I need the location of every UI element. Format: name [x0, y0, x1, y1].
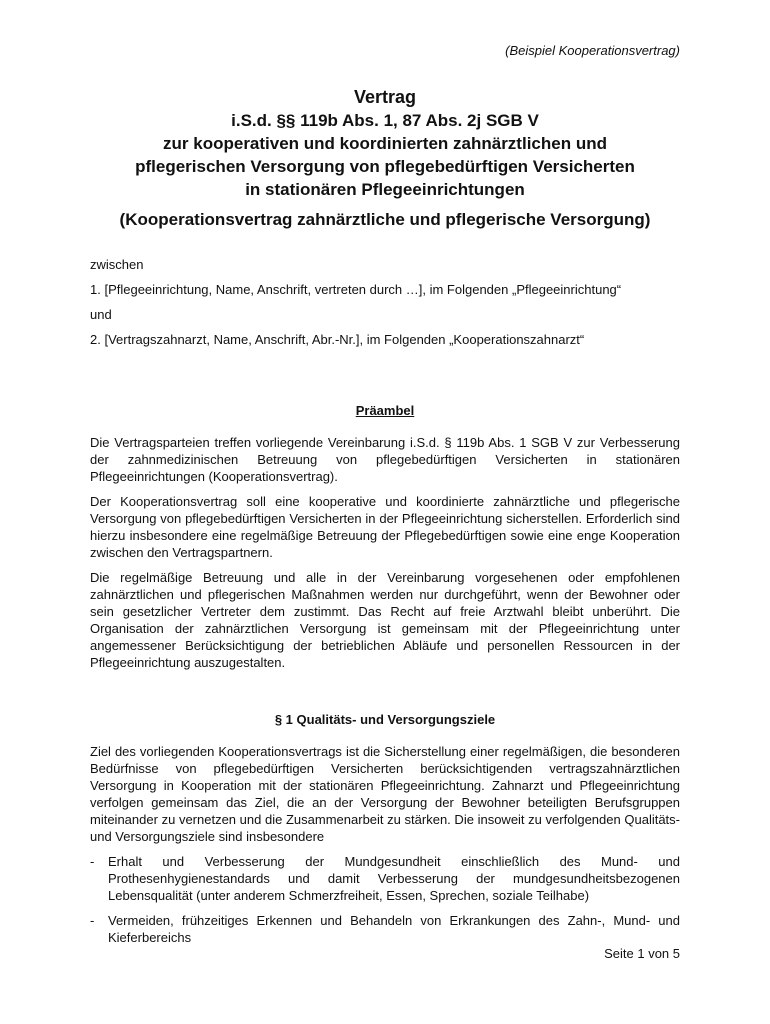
- title-subtitle: (Kooperationsvertrag zahnärztliche und pflegerische Versorgung): [119, 210, 651, 229]
- section-1-heading: § 1 Qualitäts- und Versorgungsziele: [274, 712, 496, 727]
- header-note: (Beispiel Kooperationsvertrag): [505, 43, 680, 58]
- preamble-heading: Präambel: [355, 403, 415, 418]
- section-1: [90, 711, 680, 954]
- preamble-paragraph: Der Kooperationsvertrag soll eine kooperative und koordinierte zahnärztliche und pflegerische Versorgung von pflegebedürftigen Versicherten in der Pflegeeinrichtung sicherstellen. Erforderlich sind hierzu insbesondere eine regelmäßige Betreuung der Pflegebedürftigen sowie eine enge Kooperation zwischen den Vertragspartnern.: [90, 494, 680, 560]
- and-label: und: [90, 307, 112, 322]
- section-1-intro: Ziel des vorliegenden Kooperationsvertrags ist die Sicherstellung einer regelmäßigen, die besonderen Bedürfnisse von pflegebedürftigen Versicherten berücksichtigenden vertragszahnärztlichen Versorgung in Kooperation mit der stationären Pflegeeinrichtung. Zahnarzt und Pflegeeinrichtung verfolgen gemeinsam das Ziel, die an der Versorgung der Bewohner beteiligten Berufsgruppen miteinander zu vernetzen und die Zusammenarbeit zu stärken. Die insoweit zu verfolgenden Qualitäts- und Versorgungsziele sind insbesondere: [90, 744, 680, 844]
- title-line-3: zur kooperativen und koordinierten zahnärztlichen und: [163, 134, 607, 153]
- goals-list: [90, 853, 680, 946]
- list-item: [90, 853, 680, 904]
- bullet-dash: -: [90, 854, 95, 869]
- list-item: [90, 912, 680, 946]
- list-item-text: Erhalt und Verbesserung der Mundgesundheit einschließlich des Mund- und Prothesenhygienestandards und damit Verbesserung der mundgesundheitsbezogenen Lebensqualität (unter anderem Schmerzfreiheit, Essen, Sprechen, soziale Teilhabe): [108, 854, 680, 903]
- preamble-paragraph: Die regelmäßige Betreuung und alle in der Vereinbarung vorgesehenen oder empfohlenen zahnärztlichen und pflegerischen Maßnahmen werden nur durchgeführt, wenn der Bewohner oder sein gesetzlicher Vertreter dem zustimmt. Das Recht auf freie Arztwahl bleibt unberührt. Die Organisation der zahnärztlichen Versorgung ist gemeinsam mit der Pflegeeinrichtung unter angemessener Berücksichtigung der betrieblichen Abläufe und personellen Ressourcen in der Pflegeeinrichtung auszugestalten.: [90, 570, 680, 670]
- between-label: zwischen: [90, 257, 144, 272]
- title-line-5: in stationären Pflegeeinrichtungen: [245, 180, 525, 199]
- party-2: 2. [Vertragszahnarzt, Name, Anschrift, Abr.-Nr.], im Folgenden „Kooperationszahnarzt“: [90, 332, 585, 347]
- title-line-4: pflegerischen Versorgung von pflegebedürftigen Versicherten: [135, 157, 635, 176]
- bullet-dash: -: [90, 913, 95, 928]
- title-line-2: i.S.d. §§ 119b Abs. 1, 87 Abs. 2j SGB V: [231, 111, 539, 130]
- list-item-text: Vermeiden, frühzeitiges Erkennen und Behandeln von Erkrankungen des Zahn-, Mund- und Kieferbereichs: [108, 913, 680, 945]
- title-line-1: Vertrag: [353, 87, 417, 107]
- preamble-paragraph: Die Vertragsparteien treffen vorliegende Vereinbarung i.S.d. § 119b Abs. 1 SGB V zur Verbesserung der zahnmedizinischen Betreuung von pflegebedürftigen Versicherten in stationären Pflegeeinrichtungen (Kooperationsvertrag).: [90, 435, 680, 484]
- party-1: 1. [Pflegeeinrichtung, Name, Anschrift, vertreten durch …], im Folgenden „Pflegeeinrichtung“: [90, 282, 622, 297]
- contract-parties: [90, 256, 680, 356]
- page-number: Seite 1 von 5: [604, 946, 680, 961]
- contract-title: [60, 86, 710, 231]
- preamble-section: [90, 402, 680, 679]
